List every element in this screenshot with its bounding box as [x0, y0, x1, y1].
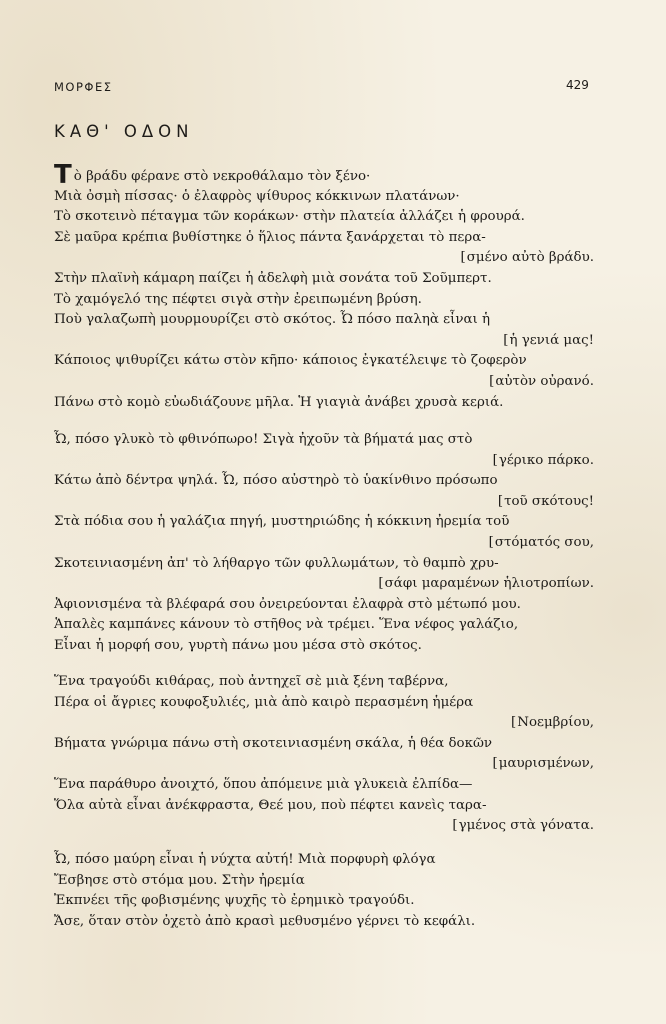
verse-text: Ἄσε, ὅταν στὸν ὀχετὸ ἀπὸ κρασὶ μεθυσμένο γέρνει τὸ κεφάλι. [54, 913, 476, 929]
verse-text: γέρικο πάρκο. [498, 452, 594, 468]
verse-line [54, 393, 594, 414]
verse-text: Πέρα οἱ ἄγριες κουφοξυλιές, μιὰ ἀπὸ καιρὸ περασμένη ἡμέρα [54, 694, 474, 710]
verse-line [54, 796, 594, 817]
verse-line-continuation [54, 574, 594, 595]
verse-line-continuation [54, 492, 594, 513]
verse-text: Ὦ, πόσο μαύρη εἶναι ἡ νύχτα αὐτή! Μιὰ πορφυρὴ φλόγα [54, 852, 436, 867]
verse-text: Ἁπαλὲς καμπάνες κάνουν τὸ στῆθος νὰ τρέμει. Ἕνα νέφος γαλάζιο, [54, 617, 519, 633]
verse-text: Ἀφιονισμένα τὰ βλέφαρά σου ὀνειρεύονται ἐλαφρὰ στὸ μέτωπό μου. [54, 596, 521, 612]
verse-line [54, 850, 594, 871]
verse-line [54, 595, 594, 616]
verse-line [54, 351, 594, 372]
verse-line [54, 187, 594, 208]
verse-text: αὐτὸν οὐρανό. [495, 373, 594, 389]
verse-text: μαυρισμένων, [498, 756, 594, 772]
verse-text: Τὸ χαμόγελό της πέφτει σιγὰ στὴν ἐρειπωμένη βρύση. [54, 291, 422, 307]
verse-line [54, 693, 594, 714]
verse-text: Κάποιος ψιθυρίζει κάτω στὸν κῆπο· κάποιος ἐγκατέλειψε τὸ ζοφερὸν [54, 353, 527, 369]
verse-text: ἡ γενιά μας! [509, 332, 594, 348]
verse-line-continuation [54, 372, 594, 393]
continuation-bracket: [ [497, 493, 504, 509]
verse-line-continuation [54, 754, 594, 775]
verse-text: Μιὰ ὀσμὴ πίσσας· ὁ ἐλαφρὸς ψίθυρος κόκκινων πλατάνων· [54, 188, 460, 204]
verse-text: ὸ βράδυ φέρανε στὸ νεκροθάλαμο τὸν ξένο· [73, 169, 371, 184]
verse-line [54, 775, 594, 796]
verse-line-continuation [54, 331, 594, 352]
verse-line [54, 207, 594, 228]
verse-line [54, 430, 594, 451]
verse-text: Εἶναι ἡ μορφή σου, γυρτὴ πάνω μου μέσα στὸ σκότος. [54, 637, 422, 653]
verse-text: Τὸ σκοτεινὸ πέταγμα τῶν κοράκων· στὴν πλατεία ἀλλάζει ἡ φρουρά. [54, 209, 525, 225]
verse-line [54, 471, 594, 492]
verse-text: Στὰ πόδια σου ἡ γαλάζια πηγή, μυστηριώδης ἡ κόκκινη ἠρεμία τοῦ [54, 514, 510, 530]
verse-line-continuation [54, 533, 594, 554]
verse-text: Βήματα γνώριμα πάνω στὴ σκοτεινιασμένη σκάλα, ἡ θέα δοκῶν [54, 735, 493, 751]
continuation-bracket: [ [378, 576, 384, 592]
verse-line-continuation [54, 248, 594, 269]
verse-line [54, 228, 594, 249]
verse-line [54, 636, 594, 657]
running-head: ΜΟΡΦΕΣ [54, 80, 113, 94]
verse-line [54, 554, 594, 575]
verse-text: Ἔσβησε στὸ στόμα μου. Στὴν ἠρεμία [54, 872, 305, 888]
verse-text: Ἐκπνέει τῆς φοβισμένης ψυχῆς τὸ ἐρημικὸ τραγούδι. [54, 893, 415, 909]
verse-text: Νοεμβρίου, [517, 715, 594, 731]
verse-text: γμένος στὰ γόνατα. [458, 818, 594, 834]
verse-line [54, 310, 594, 331]
verse-text: Ὦ, πόσο γλυκὸ τὸ φθινόπωρο! Σιγὰ ἠχοῦν τὰ βήματά μας στὸ [54, 432, 473, 447]
continuation-bracket: [ [492, 452, 498, 468]
verse-line [54, 512, 594, 533]
verse-text: Σὲ μαῦρα κρέπια βυθίστηκε ὁ ἥλιος πάντα ξανάρχεται τὸ περα- [54, 229, 486, 245]
continuation-bracket: [ [503, 332, 509, 348]
verse-line-continuation [54, 713, 594, 734]
verse-line [54, 672, 594, 693]
verse-text: Κάτω ἀπὸ δέντρα ψηλά. Ὦ, πόσο αὐστηρὸ τὸ ὑακίνθινο πρόσωπο [54, 473, 498, 489]
stanza-2 [54, 430, 594, 657]
verse-text: Πάνω στὸ κομὸ εὐωδιάζουνε μῆλα. Ἡ γιαγιὰ ἀνάβει χρυσὰ κεριά. [54, 394, 504, 410]
verse-line-continuation [54, 816, 594, 837]
page-number: 429 [566, 78, 589, 92]
stanza-4 [54, 850, 594, 932]
continuation-bracket: [ [511, 715, 517, 731]
continuation-bracket: [ [488, 534, 494, 550]
verse-text: Στὴν πλαϊνὴ κάμαρη παίζει ἡ ἀδελφὴ μιὰ σονάτα τοῦ Σοῦμπερτ. [54, 270, 492, 286]
verse-line [54, 891, 594, 912]
stanza-1 [54, 160, 594, 413]
verse-line [54, 290, 594, 311]
verse-line [54, 871, 594, 892]
poem-title: ΚΑΘ' ΟΔΟΝ [54, 122, 194, 141]
verse-line [54, 269, 594, 290]
verse-line-continuation [54, 451, 594, 472]
verse-text: στόματός σου, [494, 534, 594, 550]
verse-text: Ἕνα τραγούδι κιθάρας, ποὺ ἀντηχεῖ σὲ μιὰ ξένη ταβέρνα, [54, 674, 449, 689]
continuation-bracket: [ [489, 373, 495, 389]
verse-text: Σκοτεινιασμένη ἀπ' τὸ λήθαργο τῶν φυλλωμάτων, τὸ θαμπὸ χρυ- [54, 555, 499, 571]
verse-text: σμένο αὐτὸ βράδυ. [466, 250, 594, 266]
verse-text: Ποὺ γαλαζωπὴ μουρμουρίζει στὸ σκότος. Ὦ πόσο παληὰ εἶναι ἡ [54, 312, 491, 328]
verse-text: σάφι μαραμένων ἡλιοτροπίων. [384, 576, 594, 592]
verse-line [54, 734, 594, 755]
verse-text: Ὅλα αὐτὰ εἶναι ἀνέκφραστα, Θεέ μου, ποὺ πέφτει κανεὶς ταρα- [54, 797, 487, 813]
verse-line [54, 912, 594, 933]
drop-cap: Τ [54, 160, 72, 190]
continuation-bracket: [ [452, 818, 458, 834]
verse-text: τοῦ σκότους! [504, 493, 594, 509]
continuation-bracket: [ [492, 756, 498, 772]
verse-line [54, 160, 594, 190]
continuation-bracket: [ [460, 250, 466, 266]
verse-line [54, 615, 594, 636]
stanza-3 [54, 672, 594, 837]
verse-text: Ἕνα παράθυρο ἀνοιχτό, ὅπου ἀπόμεινε μιὰ γλυκειὰ ἐλπίδα— [54, 776, 473, 792]
